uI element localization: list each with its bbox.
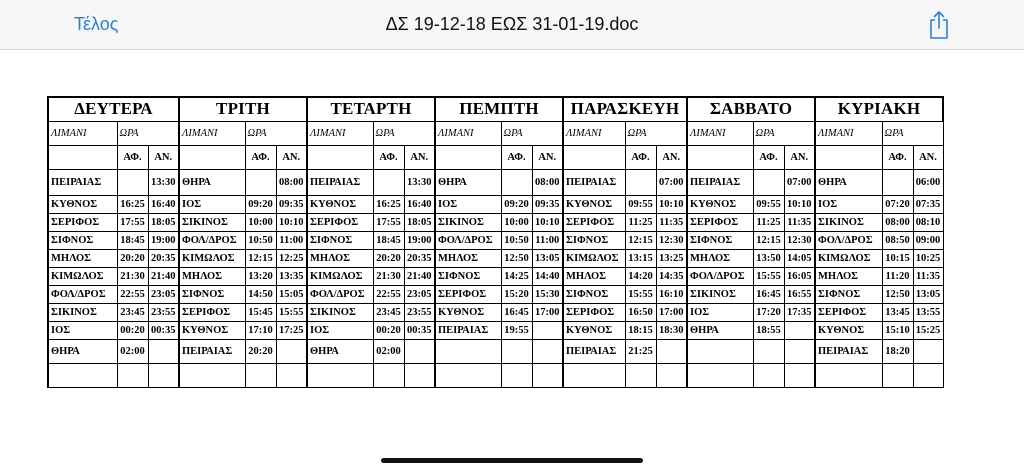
port-cell: ΣΙΦΝΟΣ: [687, 231, 753, 249]
departure-time-cell: [276, 363, 307, 387]
arrival-time-cell: 16:50: [625, 303, 656, 321]
departure-time-cell: 11:35: [784, 213, 815, 231]
day-header: ΔΕΥΤΕΡΑ: [48, 97, 179, 121]
share-icon[interactable]: [927, 10, 951, 40]
day-header: ΠΑΡΑΣΚΕΥΗ: [563, 97, 687, 121]
departure-time-cell: 14:40: [532, 267, 563, 285]
departure-time-cell: [913, 363, 943, 387]
document-view[interactable]: [0, 51, 1024, 473]
port-cell: ΜΗΛΟΣ: [435, 249, 501, 267]
arrival-time-cell: 17:20: [753, 303, 784, 321]
arrival-time-cell: 18:15: [625, 321, 656, 339]
time-column-header: ΩΡΑ: [245, 121, 307, 145]
day-header-row: [48, 97, 943, 121]
departure-time-cell: 10:10: [532, 213, 563, 231]
ferry-schedule-table: [47, 96, 944, 388]
time-column-header: ΩΡΑ: [753, 121, 815, 145]
schedule-row: [48, 249, 943, 267]
arrival-time-cell: [882, 169, 913, 195]
departure-time-cell: 13:25: [656, 249, 687, 267]
port-column-header: ΛΙΜΑΝΙ: [435, 121, 501, 145]
port-cell: ΜΗΛΟΣ: [563, 267, 625, 285]
port-cell: [435, 339, 501, 363]
departure-time-cell: 11:00: [532, 231, 563, 249]
port-cell: ΚΥΘΝΟΣ: [48, 195, 117, 213]
port-cell: ΣΕΡΙΦΟΣ: [563, 213, 625, 231]
port-cell: ΠΕΙΡΑΙΑΣ: [687, 169, 753, 195]
port-cell: [563, 363, 625, 387]
arrival-time-cell: 23:45: [373, 303, 404, 321]
port-cell: [687, 363, 753, 387]
port-cell: ΣΙΦΝΟΣ: [435, 267, 501, 285]
document-title: ΔΣ 19-12-18 ΕΩΣ 31-01-19.doc: [385, 14, 639, 34]
arrival-time-cell: 17:55: [373, 213, 404, 231]
arrival-time-cell: 20:20: [245, 339, 276, 363]
departure-time-cell: 23:05: [404, 285, 435, 303]
departure-time-cell: [656, 363, 687, 387]
port-cell: ΦΟΛ/ΔΡΟΣ: [687, 267, 753, 285]
departure-time-cell: 06:00: [913, 169, 943, 195]
day-header: ΤΡΙΤΗ: [179, 97, 307, 121]
schedule-row: [48, 231, 943, 249]
arrival-time-cell: 08:00: [882, 213, 913, 231]
arrival-header: ΑΦ.: [501, 145, 532, 169]
port-cell: ΠΕΙΡΑΙΑΣ: [563, 339, 625, 363]
time-column-header: ΩΡΑ: [501, 121, 563, 145]
empty-cell: [48, 145, 117, 169]
port-cell: ΣΙΚΙΝΟΣ: [307, 303, 373, 321]
arrival-time-cell: 13:15: [625, 249, 656, 267]
home-indicator[interactable]: [381, 458, 643, 463]
day-header: ΤΕΤΑΡΤΗ: [307, 97, 435, 121]
departure-header: ΑΝ.: [784, 145, 815, 169]
arrival-time-cell: [501, 169, 532, 195]
schedule-row: [48, 195, 943, 213]
arrival-time-cell: 00:20: [373, 321, 404, 339]
departure-time-cell: 00:35: [404, 321, 435, 339]
port-cell: ΚΙΜΩΛΟΣ: [48, 267, 117, 285]
arrival-time-cell: 12:50: [882, 285, 913, 303]
port-cell: ΣΙΚΙΝΟΣ: [179, 213, 245, 231]
day-header: ΠΕΜΠΤΗ: [435, 97, 563, 121]
arrival-time-cell: 12:15: [625, 231, 656, 249]
arrival-time-cell: 21:30: [117, 267, 148, 285]
port-cell: [179, 363, 245, 387]
time-column-header: ΩΡΑ: [882, 121, 943, 145]
departure-header: ΑΝ.: [404, 145, 435, 169]
arrival-time-cell: [373, 363, 404, 387]
port-cell: ΚΥΘΝΟΣ: [179, 321, 245, 339]
arrival-time-cell: [753, 339, 784, 363]
arrival-time-cell: 10:50: [245, 231, 276, 249]
arrival-time-cell: [501, 363, 532, 387]
departure-time-cell: [784, 321, 815, 339]
departure-time-cell: 14:05: [784, 249, 815, 267]
departure-time-cell: 18:05: [404, 213, 435, 231]
departure-time-cell: 15:05: [276, 285, 307, 303]
arrival-time-cell: 02:00: [117, 339, 148, 363]
port-cell: [307, 363, 373, 387]
arrival-time-cell: 14:20: [625, 267, 656, 285]
port-cell: ΠΕΙΡΑΙΑΣ: [563, 169, 625, 195]
arrival-header: ΑΦ.: [245, 145, 276, 169]
arrival-time-cell: [245, 169, 276, 195]
arrival-time-cell: 18:45: [117, 231, 148, 249]
port-cell: ΙΟΣ: [687, 303, 753, 321]
departure-header: ΑΝ.: [913, 145, 943, 169]
departure-time-cell: 11:35: [656, 213, 687, 231]
time-column-header: ΩΡΑ: [117, 121, 179, 145]
port-cell: ΙΟΣ: [179, 195, 245, 213]
empty-cell: [179, 145, 245, 169]
port-cell: ΠΕΙΡΑΙΑΣ: [435, 321, 501, 339]
departure-time-cell: 07:35: [913, 195, 943, 213]
port-cell: ΘΗΡΑ: [687, 321, 753, 339]
departure-time-cell: 12:25: [276, 249, 307, 267]
departure-time-cell: 13:30: [404, 169, 435, 195]
column-header-row: [48, 121, 943, 145]
departure-time-cell: 23:55: [148, 303, 179, 321]
arrival-time-cell: 08:50: [882, 231, 913, 249]
port-cell: ΣΕΡΙΦΟΣ: [563, 303, 625, 321]
departure-time-cell: [404, 363, 435, 387]
departure-time-cell: 21:40: [148, 267, 179, 285]
arrival-time-cell: [501, 339, 532, 363]
departure-time-cell: 16:40: [404, 195, 435, 213]
arrival-time-cell: 12:15: [245, 249, 276, 267]
port-cell: ΙΟΣ: [435, 195, 501, 213]
departure-time-cell: 13:30: [148, 169, 179, 195]
empty-cell: [435, 145, 501, 169]
port-cell: ΣΕΡΙΦΟΣ: [307, 213, 373, 231]
day-header: ΣΑΒΒΑΤΟ: [687, 97, 815, 121]
departure-header: ΑΝ.: [656, 145, 687, 169]
schedule-row: [48, 303, 943, 321]
departure-time-cell: [913, 339, 943, 363]
port-cell: ΚΥΘΝΟΣ: [435, 303, 501, 321]
arrival-time-cell: 16:25: [373, 195, 404, 213]
departure-time-cell: 10:10: [656, 195, 687, 213]
port-cell: ΣΙΦΝΟΣ: [307, 231, 373, 249]
arrival-time-cell: [117, 169, 148, 195]
departure-header: ΑΝ.: [148, 145, 179, 169]
departure-time-cell: 17:35: [784, 303, 815, 321]
port-cell: ΠΕΙΡΑΙΑΣ: [179, 339, 245, 363]
arrival-time-cell: 16:25: [117, 195, 148, 213]
port-cell: ΙΟΣ: [815, 195, 882, 213]
arrival-time-cell: 22:55: [373, 285, 404, 303]
departure-time-cell: 12:30: [656, 231, 687, 249]
port-column-header: ΛΙΜΑΝΙ: [179, 121, 245, 145]
arrival-time-cell: 19:55: [501, 321, 532, 339]
departure-time-cell: 10:10: [784, 195, 815, 213]
arrival-time-cell: 12:15: [753, 231, 784, 249]
port-cell: [815, 363, 882, 387]
departure-time-cell: 20:35: [148, 249, 179, 267]
departure-time-cell: 13:35: [276, 267, 307, 285]
arrival-time-cell: 22:55: [117, 285, 148, 303]
empty-cell: [815, 145, 882, 169]
arrival-time-cell: 11:25: [625, 213, 656, 231]
departure-time-cell: 16:40: [148, 195, 179, 213]
arrival-header: ΑΦ.: [753, 145, 784, 169]
arrival-departure-header-row: [48, 145, 943, 169]
arrival-time-cell: 13:20: [245, 267, 276, 285]
departure-time-cell: 18:30: [656, 321, 687, 339]
port-column-header: ΛΙΜΑΝΙ: [815, 121, 882, 145]
time-column-header: ΩΡΑ: [625, 121, 687, 145]
departure-time-cell: 15:55: [276, 303, 307, 321]
port-cell: ΘΗΡΑ: [307, 339, 373, 363]
arrival-time-cell: 10:50: [501, 231, 532, 249]
arrival-header: ΑΦ.: [625, 145, 656, 169]
schedule-row: [48, 339, 943, 363]
port-cell: ΘΗΡΑ: [179, 169, 245, 195]
port-cell: ΚΥΘΝΟΣ: [563, 321, 625, 339]
arrival-time-cell: 09:55: [753, 195, 784, 213]
departure-time-cell: 08:00: [276, 169, 307, 195]
departure-time-cell: 17:00: [656, 303, 687, 321]
arrival-time-cell: 07:20: [882, 195, 913, 213]
schedule-row: [48, 363, 943, 387]
port-cell: ΣΙΦΝΟΣ: [563, 231, 625, 249]
arrival-time-cell: 21:25: [625, 339, 656, 363]
departure-time-cell: 11:35: [913, 267, 943, 285]
arrival-time-cell: 11:25: [753, 213, 784, 231]
arrival-time-cell: 11:20: [882, 267, 913, 285]
port-cell: ΣΙΦΝΟΣ: [815, 285, 882, 303]
departure-time-cell: [148, 363, 179, 387]
arrival-time-cell: 16:45: [753, 285, 784, 303]
departure-time-cell: 10:25: [913, 249, 943, 267]
departure-time-cell: 07:00: [656, 169, 687, 195]
arrival-header: ΑΦ.: [882, 145, 913, 169]
arrival-time-cell: 09:20: [245, 195, 276, 213]
port-cell: ΠΕΙΡΑΙΑΣ: [307, 169, 373, 195]
port-cell: ΣΙΚΙΝΟΣ: [48, 303, 117, 321]
arrival-time-cell: 12:50: [501, 249, 532, 267]
departure-time-cell: 19:00: [148, 231, 179, 249]
port-cell: ΠΕΙΡΑΙΑΣ: [815, 339, 882, 363]
port-cell: ΚΥΘΝΟΣ: [307, 195, 373, 213]
navigation-bar: [0, 0, 1024, 50]
arrival-time-cell: 13:50: [753, 249, 784, 267]
arrival-time-cell: 10:00: [245, 213, 276, 231]
arrival-header: ΑΦ.: [373, 145, 404, 169]
port-cell: ΜΗΛΟΣ: [815, 267, 882, 285]
arrival-time-cell: 13:45: [882, 303, 913, 321]
port-cell: ΦΟΛ/ΔΡΟΣ: [307, 285, 373, 303]
port-cell: ΣΕΡΙΦΟΣ: [815, 303, 882, 321]
port-cell: ΦΟΛ/ΔΡΟΣ: [435, 231, 501, 249]
port-cell: ΚΙΜΩΛΟΣ: [563, 249, 625, 267]
departure-time-cell: [404, 339, 435, 363]
port-cell: ΦΟΛ/ΔΡΟΣ: [179, 231, 245, 249]
arrival-time-cell: 10:15: [882, 249, 913, 267]
port-cell: [48, 363, 117, 387]
port-cell: ΣΙΦΝΟΣ: [48, 231, 117, 249]
port-cell: ΣΕΡΙΦΟΣ: [687, 213, 753, 231]
empty-cell: [307, 145, 373, 169]
schedule-row: [48, 169, 943, 195]
arrival-time-cell: 18:45: [373, 231, 404, 249]
port-cell: ΚΙΜΩΛΟΣ: [179, 249, 245, 267]
port-cell: ΣΙΦΝΟΣ: [179, 285, 245, 303]
arrival-time-cell: 17:55: [117, 213, 148, 231]
port-cell: ΣΕΡΙΦΟΣ: [48, 213, 117, 231]
arrival-time-cell: 18:20: [882, 339, 913, 363]
departure-time-cell: [784, 339, 815, 363]
port-cell: ΚΙΜΩΛΟΣ: [307, 267, 373, 285]
departure-time-cell: [532, 321, 563, 339]
departure-time-cell: [276, 339, 307, 363]
arrival-time-cell: 17:10: [245, 321, 276, 339]
departure-time-cell: 13:05: [532, 249, 563, 267]
arrival-time-cell: 15:10: [882, 321, 913, 339]
port-cell: ΜΗΛΟΣ: [179, 267, 245, 285]
schedule-row: [48, 285, 943, 303]
departure-time-cell: 07:00: [784, 169, 815, 195]
arrival-time-cell: 09:55: [625, 195, 656, 213]
arrival-time-cell: 00:20: [117, 321, 148, 339]
departure-time-cell: 18:05: [148, 213, 179, 231]
port-cell: ΘΗΡΑ: [48, 339, 117, 363]
arrival-time-cell: [245, 363, 276, 387]
port-cell: ΣΙΦΝΟΣ: [563, 285, 625, 303]
departure-time-cell: 13:55: [913, 303, 943, 321]
arrival-time-cell: 18:55: [753, 321, 784, 339]
time-column-header: ΩΡΑ: [373, 121, 435, 145]
departure-time-cell: 08:10: [913, 213, 943, 231]
arrival-time-cell: 02:00: [373, 339, 404, 363]
arrival-time-cell: 20:20: [373, 249, 404, 267]
port-column-header: ΛΙΜΑΝΙ: [307, 121, 373, 145]
departure-time-cell: 19:00: [404, 231, 435, 249]
port-cell: ΜΗΛΟΣ: [687, 249, 753, 267]
port-cell: ΦΟΛ/ΔΡΟΣ: [48, 285, 117, 303]
departure-time-cell: 17:25: [276, 321, 307, 339]
arrival-time-cell: [625, 363, 656, 387]
arrival-time-cell: 15:55: [625, 285, 656, 303]
port-cell: ΘΗΡΑ: [815, 169, 882, 195]
port-cell: ΙΟΣ: [48, 321, 117, 339]
arrival-header: ΑΦ.: [117, 145, 148, 169]
departure-time-cell: 12:30: [784, 231, 815, 249]
schedule-row: [48, 321, 943, 339]
arrival-time-cell: [753, 169, 784, 195]
port-column-header: ΛΙΜΑΝΙ: [687, 121, 753, 145]
port-cell: ΘΗΡΑ: [435, 169, 501, 195]
departure-time-cell: 09:00: [913, 231, 943, 249]
port-cell: ΣΙΚΙΝΟΣ: [687, 285, 753, 303]
arrival-time-cell: 10:00: [501, 213, 532, 231]
port-cell: [435, 363, 501, 387]
departure-header: ΑΝ.: [532, 145, 563, 169]
arrival-time-cell: [373, 169, 404, 195]
arrival-time-cell: [625, 169, 656, 195]
departure-time-cell: [532, 339, 563, 363]
arrival-time-cell: 09:20: [501, 195, 532, 213]
arrival-time-cell: 14:25: [501, 267, 532, 285]
departure-time-cell: 15:25: [913, 321, 943, 339]
arrival-time-cell: 20:20: [117, 249, 148, 267]
departure-time-cell: [784, 363, 815, 387]
arrival-time-cell: 15:20: [501, 285, 532, 303]
arrival-time-cell: 16:45: [501, 303, 532, 321]
departure-time-cell: 17:00: [532, 303, 563, 321]
port-cell: ΜΗΛΟΣ: [307, 249, 373, 267]
departure-time-cell: 09:35: [532, 195, 563, 213]
departure-time-cell: 16:05: [784, 267, 815, 285]
arrival-time-cell: [753, 363, 784, 387]
arrival-time-cell: [882, 363, 913, 387]
port-column-header: ΛΙΜΑΝΙ: [563, 121, 625, 145]
departure-header: ΑΝ.: [276, 145, 307, 169]
port-cell: ΚΥΘΝΟΣ: [687, 195, 753, 213]
departure-time-cell: 15:30: [532, 285, 563, 303]
day-header: ΚΥΡΙΑΚΗ: [815, 97, 943, 121]
departure-time-cell: 09:35: [276, 195, 307, 213]
departure-time-cell: 16:55: [784, 285, 815, 303]
departure-time-cell: 10:10: [276, 213, 307, 231]
departure-time-cell: 20:35: [404, 249, 435, 267]
port-cell: ΠΕΙΡΑΙΑΣ: [48, 169, 117, 195]
arrival-time-cell: 21:30: [373, 267, 404, 285]
empty-cell: [687, 145, 753, 169]
departure-time-cell: 00:35: [148, 321, 179, 339]
port-cell: ΣΕΡΙΦΟΣ: [435, 285, 501, 303]
port-cell: ΣΕΡΙΦΟΣ: [179, 303, 245, 321]
departure-time-cell: [532, 363, 563, 387]
schedule-row: [48, 267, 943, 285]
port-cell: ΚΥΘΝΟΣ: [815, 321, 882, 339]
departure-time-cell: 14:35: [656, 267, 687, 285]
arrival-time-cell: [117, 363, 148, 387]
departure-time-cell: 13:05: [913, 285, 943, 303]
departure-time-cell: 21:40: [404, 267, 435, 285]
schedule-row: [48, 213, 943, 231]
port-cell: ΣΙΚΙΝΟΣ: [435, 213, 501, 231]
departure-time-cell: 23:05: [148, 285, 179, 303]
departure-time-cell: 08:00: [532, 169, 563, 195]
port-cell: [687, 339, 753, 363]
departure-time-cell: [148, 339, 179, 363]
port-cell: ΜΗΛΟΣ: [48, 249, 117, 267]
departure-time-cell: 11:00: [276, 231, 307, 249]
empty-cell: [563, 145, 625, 169]
departure-time-cell: [656, 339, 687, 363]
arrival-time-cell: 23:45: [117, 303, 148, 321]
arrival-time-cell: 14:50: [245, 285, 276, 303]
arrival-time-cell: 15:55: [753, 267, 784, 285]
port-cell: ΚΥΘΝΟΣ: [563, 195, 625, 213]
port-column-header: ΛΙΜΑΝΙ: [48, 121, 117, 145]
arrival-time-cell: 15:45: [245, 303, 276, 321]
port-cell: ΦΟΛ/ΔΡΟΣ: [815, 231, 882, 249]
departure-time-cell: 23:55: [404, 303, 435, 321]
port-cell: ΙΟΣ: [307, 321, 373, 339]
port-cell: ΚΙΜΩΛΟΣ: [815, 249, 882, 267]
done-button[interactable]: Τέλος: [74, 14, 119, 34]
departure-time-cell: 16:10: [656, 285, 687, 303]
port-cell: ΣΙΚΙΝΟΣ: [815, 213, 882, 231]
